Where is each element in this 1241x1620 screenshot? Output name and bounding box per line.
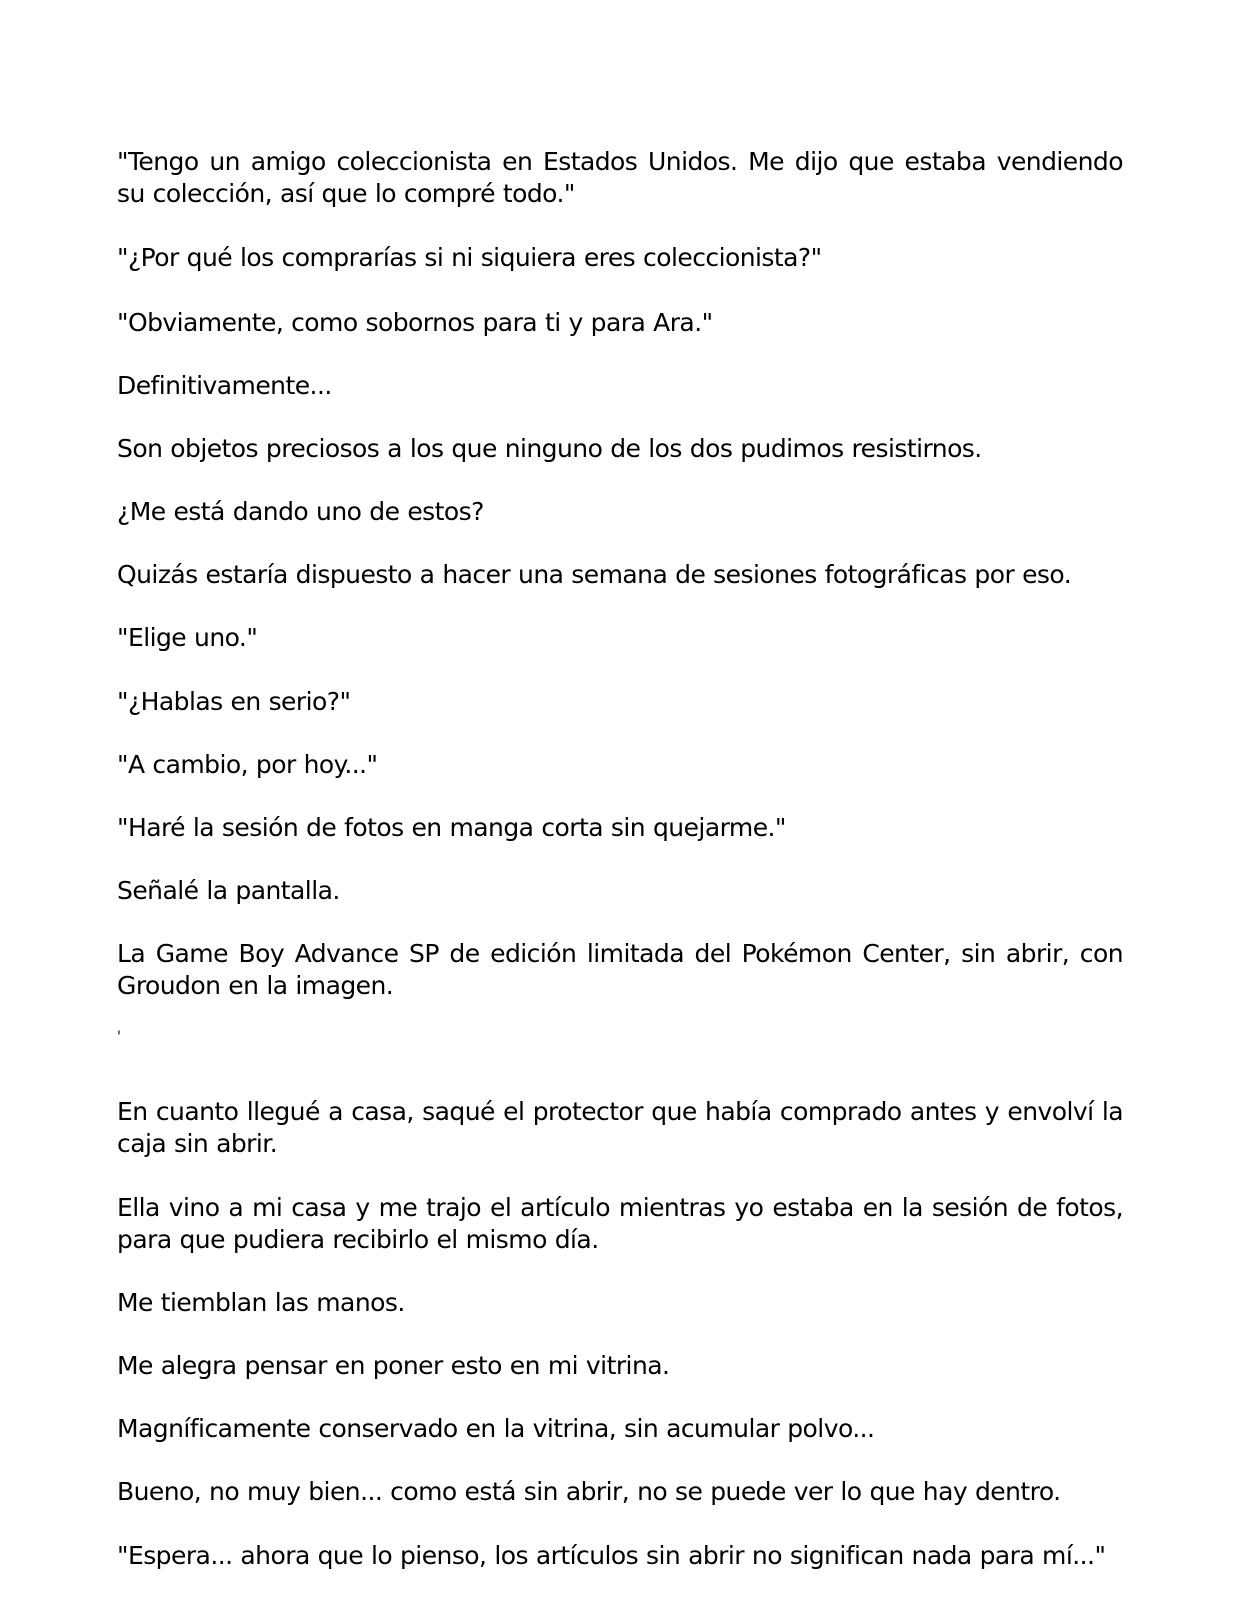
paragraph: ¿Me está dando uno de estos?	[117, 497, 484, 526]
paragraph: "Tengo un amigo coleccionista en Estados Unidos. Me dijo que estaba vendiendo su colección, así que lo compré todo."	[117, 147, 1123, 208]
paragraph: Bueno, no muy bien... como está sin abrir, no se puede ver lo que hay dentro.	[117, 1477, 1061, 1506]
paragraph: La Game Boy Advance SP de edición limitada del Pokémon Center, sin abrir, con Groudon en la imagen.	[117, 939, 1123, 1000]
paragraph: Me tiemblan las manos.	[117, 1288, 405, 1317]
paragraph: Me alegra pensar en poner esto en mi vitrina.	[117, 1351, 670, 1380]
paragraph: "¿Hablas en serio?"	[117, 687, 351, 716]
paragraph: Ella vino a mi casa y me trajo el artículo mientras yo estaba en la sesión de fotos, para que pudiera recibirlo el mismo día.	[117, 1193, 1123, 1254]
paragraph: En cuanto llegué a casa, saqué el protector que había comprado antes y envolví la caja sin abrir.	[117, 1097, 1123, 1158]
paragraph: Magníficamente conservado en la vitrina, sin acumular polvo...	[117, 1414, 875, 1443]
paragraph: Quizás estaría dispuesto a hacer una semana de sesiones fotográficas por eso.	[117, 560, 1072, 589]
paragraph: "Espera... ahora que lo pienso, los artículos sin abrir no significan nada para mí..."	[117, 1541, 1106, 1570]
paragraph: "Obviamente, como sobornos para ti y para Ara."	[117, 308, 713, 337]
paragraph: "¿Por qué los comprarías si ni siquiera eres coleccionista?"	[117, 243, 822, 272]
paragraph: "Haré la sesión de fotos en manga corta sin quejarme."	[117, 813, 786, 842]
paragraph: Señalé la pantalla.	[117, 876, 340, 905]
paragraph: "Elige uno."	[117, 623, 258, 652]
stray-mark: '	[117, 1029, 121, 1045]
paragraph: "A cambio, por hoy..."	[117, 750, 378, 779]
paragraph: Definitivamente...	[117, 371, 332, 400]
paragraph: Son objetos preciosos a los que ninguno de los dos pudimos resistirnos.	[117, 434, 982, 463]
